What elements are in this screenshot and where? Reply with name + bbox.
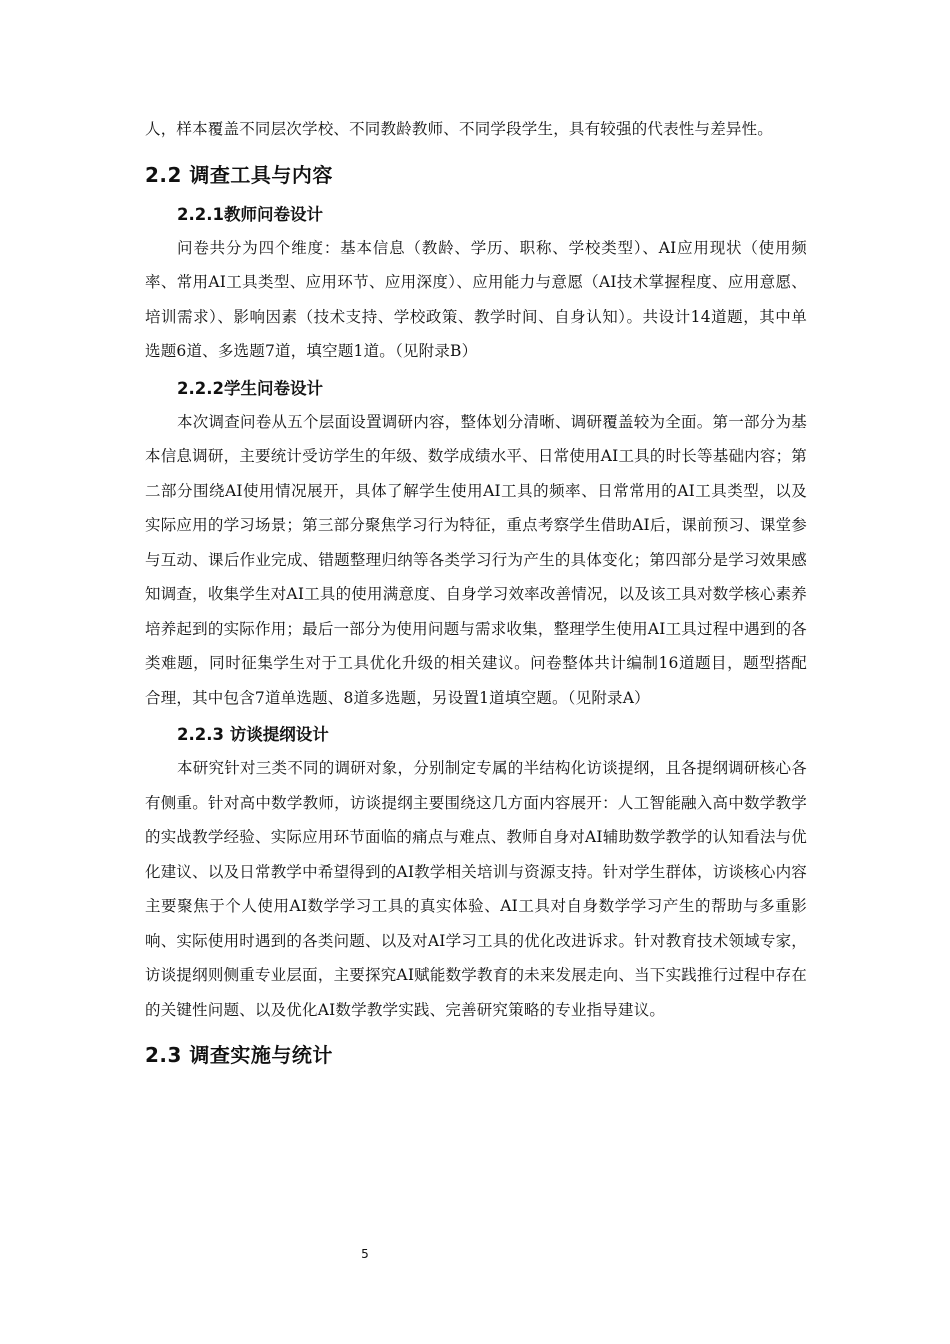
section-heading-2-2: 2.2 调查工具与内容 [145, 162, 333, 187]
subsection-heading-2-2-2: 2.2.2学生问卷设计 [177, 378, 323, 398]
subsection-heading-2-2-1: 2.2.1教师问卷设计 [177, 204, 323, 224]
student-questionnaire-paragraph: 本次调查问卷从五个层面设置调研内容，整体划分清晰、调研覆盖较为全面。第一部分为基本信息调研，主要统计受访学生的年级、数学成绩水平、日常使用AI工具的时长等基础内容；第二部分围绕AI使用情况展开，具体了解学生使用AI工具的频率、日常常用的AI工具类型，以及实际应用的学习场景；第三部分聚焦学习行为特征，重点考察学生借助AI后，课前预习、课堂参与互动、课后作业完成、错题整理归纳等各类学习行为产生的具体变化；第四部分是学习效果感知调查，收集学生对AI工具的使用满意度、自身学习效率改善情况，以及该工具对数学核心素养培养起到的实际作用；最后一部分为使用问题与需求收集，整理学生使用AI工具过程中遇到的各类难题，同时征集学生对于工具优化升级的相关建议。问卷整体共计编制16道题目，题型搭配合理，其中包含7道单选题、8道多选题，另设置1道填空题。（见附录A） [145, 412, 807, 707]
teacher-questionnaire-paragraph: 问卷共分为四个维度：基本信息（教龄、学历、职称、学校类型）、AI应用现状（使用频率、常用AI工具类型、应用环节、应用深度）、应用能力与意愿（AI技术掌握程度、应用意愿、培训需求）、影响因素（技术支持、学校政策、教学时间、自身认知）。共设计14道题，其中单选题6道、多选题7道，填空题1道。（见附录B） [145, 238, 807, 360]
document-body [145, 112, 807, 1075]
section-heading-2-3: 2.3 调查实施与统计 [145, 1043, 333, 1067]
subsection-heading-2-2-3: 2.2.3 访谈提纲设计 [177, 725, 329, 744]
interview-outline-paragraph: 本研究针对三类不同的调研对象，分别制定专属的半结构化访谈提纲，且各提纲调研核心各有侧重。针对高中数学教师，访谈提纲主要围绕这几方面内容展开：人工智能融入高中数学教学的实战教学经验、实际应用环节面临的痛点与难点、教师自身对AI辅助数学教学的认知看法与优化建议、以及日常教学中希望得到的AI教学相关培训与资源支持。针对学生群体，访谈核心内容主要聚焦于个人使用AI数学学习工具的真实体验、AI工具对自身数学学习产生的帮助与多重影响、实际使用时遇到的各类问题、以及对AI学习工具的优化改进诉求。针对教育技术领域专家，访谈提纲则侧重专业层面，主要探究AI赋能数学教育的未来发展走向、当下实践推行过程中存在的关键性问题、以及优化AI数学教学实践、完善研究策略的专业指导建议。 [145, 759, 807, 1019]
intro-paragraph: 人，样本覆盖不同层次学校、不同教龄教师、不同学段学生，具有较强的代表性与差异性。 [145, 120, 774, 138]
page-number: 5 [361, 1247, 369, 1261]
